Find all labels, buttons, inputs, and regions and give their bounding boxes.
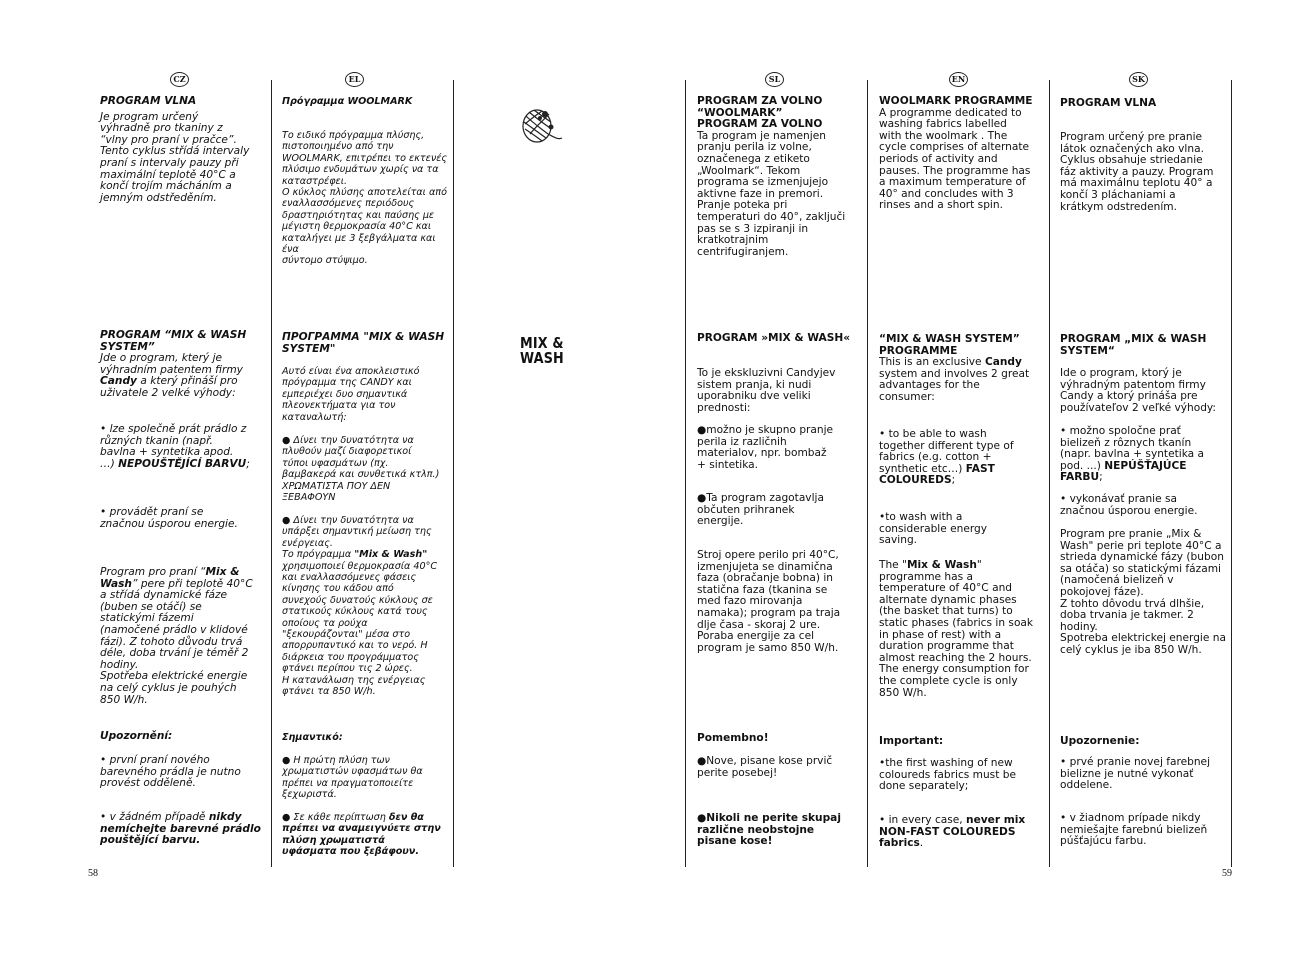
text-run: FAST COLOUREDS (879, 462, 995, 487)
text-run: ; (951, 474, 956, 487)
section-title: WOOLMARK PROGRAMME (879, 95, 1033, 107)
page-number-left: 58 (88, 868, 98, 879)
text-run: Mix & Wash (100, 566, 240, 590)
section-title: PROGRAM VLNA (100, 95, 197, 107)
text-run: Mix & Wash (906, 559, 977, 571)
section-title: Πρόγραμμα WOOLMARK (282, 96, 413, 107)
text-run: • in every case, (879, 814, 967, 826)
section-text: Ide o program, ktorý je výhradným patentom firmy Candy a ktorý prináša pre používateľov 2 veľké výhody: (1060, 367, 1216, 414)
column-divider (271, 80, 272, 867)
section-text: To je ekskluzivni Candyjev sistem pranja, ki nudi uporabniku dve veliki prednosti: (697, 367, 836, 414)
page-number-right: 59 (1222, 868, 1232, 879)
column-el (282, 0, 448, 954)
note-title: Σημαντικό: (282, 732, 343, 743)
text-run: • to be able to wash together different type of fabrics (e.g. cotton + synthetic etc…) (879, 428, 1014, 475)
wool-skein-icon (518, 104, 566, 148)
section-title: PROGRAM »MIX & WASH« (697, 332, 851, 344)
text-run: • lze společně prát prádlo z různých tkanin (např. bavlna + syntetika apod. …) (100, 423, 247, 470)
text-run: NEPOUŠTĚJÍCÍ BARVU (118, 457, 247, 470)
bullet-item: •to wash with a considerable energy saving. (879, 511, 988, 547)
note-title: Upozornění: (100, 730, 173, 742)
text-run: "Mix & Wash" (354, 549, 428, 561)
section-title: PROGRAM ZA VOLNO “WOOLMARK” PROGRAM ZA VOLNO (697, 95, 823, 131)
column-divider (1231, 80, 1232, 867)
bullet-item: ●Nikoli ne perite skupaj različne neobstojne pisane kose! (697, 812, 841, 848)
bullet-item: • první praní nového barevného prádla je nutno provést odděleně. (100, 754, 241, 790)
bullet-item (879, 815, 1045, 850)
column-divider (1049, 80, 1050, 867)
text-run: NEPÚŠŤAJÚCE FARBU (1060, 459, 1187, 484)
text-run: system and involves 2 great advantages for the consumer: (879, 367, 1030, 403)
bullet-item: ●Nove, pisane kose prvič perite posebej! (697, 755, 833, 779)
column-divider (685, 80, 686, 867)
brand-name: Candy (100, 375, 137, 388)
section-text: Stroj opere perilo pri 40°C, izmenjujeta se dinamična faza (obračanje bobna) in statična faza (tkanina se med fazo mirovanja namaka); program pa traja dlje časa - skoraj 2 ure. Poraba energije za cel program je samo 850 W/h. (697, 549, 841, 654)
bullet-item (879, 429, 1045, 487)
language-badge-el: EL (345, 72, 364, 87)
brand-name: Candy (984, 356, 1022, 369)
note-title: Important: (879, 735, 944, 747)
bullet-item: • provádět praní se značnou úsporou energie. (100, 506, 238, 530)
text-run: ● Σε κάθε περίπτωση (282, 812, 389, 823)
text-run: ; (1099, 471, 1103, 484)
section-title: “MIX & WASH SYSTEM” PROGRAMME (879, 333, 1020, 357)
section-title: PROGRAM “MIX & WASH SYSTEM” (100, 329, 247, 353)
text-run: a který přináší pro uživatele 2 velké výhody: (100, 375, 238, 399)
text-run: • možno spoločne prať bielizeň z rôznych tkanín (napr. bavlna + syntetika a pod. ...) (1060, 425, 1204, 472)
section-text: Je program určený výhradně pro tkaniny z “vlny pro praní v pračce”. Tento cyklus střídá intervaly praní s intervaly pauzy při maximální teplotě 40°C a končí trojím mácháním a jemným odstředěním. (100, 110, 250, 204)
bullet-item: •the first washing of new coloureds fabrics must be done separately; (879, 757, 1016, 793)
column-divider (867, 80, 868, 867)
section-title: PROGRAM „MIX & WASH SYSTEM“ (1060, 333, 1207, 357)
text-run: Program pro praní “ (100, 566, 206, 578)
section-text (879, 357, 1045, 403)
section-text (100, 567, 264, 706)
bullet-item: ● Η πρώτη πλύση των χρωματιστών υφασμάτων θα πρέπει να πραγματοποιείτε ξεχωριστά. (282, 755, 423, 801)
section-text: Αυτό είναι ένα αποκλειστικό πρόγραμμα της CANDY και εμπεριέχει δυο σημαντικά πλεονεκτήματα για τον καταναλωτή: (282, 366, 420, 423)
text-run: δεν θα πρέπει να αναμειγνύετε στην πλύση χρωματιστά υφάσματα που ξεβάφουν. (282, 812, 441, 858)
text-run: " programme has a temperature of 40°C and alternate dynamic phases (the basket that turns) to static phases (fabrics in soak in phase of rest) with a duration programme that almost reaching the 2 hours. The energy consumption for the complete cycle is only 850 W/h. (879, 559, 1034, 699)
section-title: PROGRAM VLNA (1060, 97, 1157, 109)
section-text (879, 560, 1045, 699)
column-en (879, 0, 1045, 954)
mix-and-wash-label (520, 336, 564, 366)
text-run: χρησιμοποιεί θερμοκρασία 40°C και εναλλασσόμενες φάσεις κίνησης του κάδου από συνεχούς δυνατούς κύκλους σε στατικούς κύκλους κατά τους οποίους τα ρούχα "ξεκουράζονται" μέσα στο απορρυπαντικό και το νερό. Η διάρκεια του προγράμματος φτάνει περίπου τις 2 ώρες. Η κατανάλωση της ενέργειας φτάνει τα 850 W/h. (282, 560, 438, 698)
bullet-item: • vykonávať pranie sa značnou úsporou energie. (1060, 493, 1198, 517)
bullet-item: ●Ta program zagotavlja občuten prihranek energije. (697, 492, 824, 528)
column-sl (697, 0, 863, 954)
text-run: . (919, 837, 924, 850)
note-title: Upozornenie: (1060, 735, 1140, 747)
section-text: Program pre pranie „Mix & Wash" perie pri teplote 40°C a strieda dynamické fázy (bubon sa otáča) so statickými fázami (namočená bielizeň v pokojovej fáze). Z tohto dôvodu trvá dlhšie, doba trvania je takmer. 2 hodiny. Spotreba elektrickej energie na celý cyklus je iba 850 W/h. (1060, 528, 1226, 656)
bullet-item: ● Δίνει την δυνατότητα να υπάρξει σημαντική μείωση της ενέργειας. (282, 515, 432, 549)
text-run: Jde o program, který je výhradním patentem firmy (100, 352, 243, 376)
bullet-item (100, 424, 264, 470)
text-run: nikdy nemíchejte barevné prádlo pouštějící barvu. (100, 811, 261, 847)
text-run: ; (246, 457, 250, 470)
text-run: The " (879, 559, 907, 571)
bullet-item (100, 812, 264, 847)
section-text: Ta program je namenjen pranju perila iz volne, označenega z etiketo „Woolmark“. Tekom programa se izmenjujejo aktivne faze in premori. Pranje poteka pri temperaturi do 40°, zaključi pas se s 3 izpiranji in kratkotrajnim centrifugiranjem. (697, 129, 846, 258)
text-run: ” pere při teplotě 40°C a střídá dynamické fáze (buben se otáčí) se statickými fázemi (namočené prádlo v klidové fázi). Z tohoto důvodu trvá déle, doba trvání je téměř 2 hodiny. Spotřeba elektrické energie na celý cyklus je pouhých 850 W/h. (100, 577, 253, 706)
section-text: Program určený pre pranie látok označených ako vlna. Cyklus obsahuje striedanie fáz aktivity a pauzy. Program má maximálnu teplotu 40° a končí 3 pláchaniami a krátkym odstredením. (1060, 131, 1214, 213)
language-badge-sl: SL (765, 72, 784, 87)
text-run: • v žádném případě (100, 811, 209, 823)
column-sk (1060, 0, 1226, 954)
section-text (100, 353, 264, 399)
bullet-item: • v žiadnom prípade nikdy nemiešajte farebnú bielizeň púšťajúcu farbu. (1060, 812, 1208, 848)
section-text: Το ειδικό πρόγραμμα πλύσης, πιστοποιημένο από την WOOLMARK, επιτρέπει το εκτενές πλύσιμο ενδυμάτων χωρίς να τα καταστρέφει. O κύκλος πλύσης αποτελείται από εναλλασσόμενες περιόδους δραστηριότητας και παύσης με μέγιστη θερμοκρασία 40°C και καταλήγει με 3 ξεβγάλματα και ένα σύντομο στύψιμο. (282, 130, 448, 267)
column-divider (453, 80, 454, 867)
section-text (282, 549, 448, 697)
mix-label-line2: WASH (520, 349, 564, 367)
section-title: ΠΡΟΓΡΑΜΜΑ "MIX & WASH SYSTEM" (282, 331, 445, 355)
text-run: This is an exclusive (879, 356, 985, 369)
text-run: Το πρόγραμμα (282, 549, 355, 561)
bullet-item (1060, 426, 1226, 484)
section-text: A programme dedicated to washing fabrics labelled with the woolmark . The cycle comprises of alternate periods of activity and pauses. The programme has a maximum temperature of 40° and concludes with 3 rinses and a short spin. (879, 106, 1031, 212)
mix-label-line1: MIX & (520, 334, 564, 352)
column-cz (100, 0, 264, 954)
bullet-item (282, 812, 448, 858)
language-badge-cz: CZ (170, 72, 189, 87)
bullet-item: • prvé pranie novej farebnej bielizne je nutné vykonať oddelene. (1060, 756, 1211, 792)
language-badge-sk: SK (1129, 72, 1148, 87)
bullet-item: ●možno je skupno pranje perila iz različnih materialov, npr. bombaž + sintetika. (697, 424, 834, 471)
text-run: never mix NON-FAST COLOUREDS fabrics (879, 814, 1026, 850)
language-badge-en: EN (949, 72, 968, 87)
note-title: Pomembno! (697, 732, 769, 744)
bullet-item: ● Δίνει την δυνατότητα να πλυθούν μαζί διαφορετικοί τύποι υφασμάτων (πχ. βαμβακερά και συνθετικά κτλπ.) ΧΡΩΜΑΤΙΣΤΑ ΠΟΥ ΔΕΝ ΞΕΒΑΦΟΥΝ (282, 435, 440, 504)
